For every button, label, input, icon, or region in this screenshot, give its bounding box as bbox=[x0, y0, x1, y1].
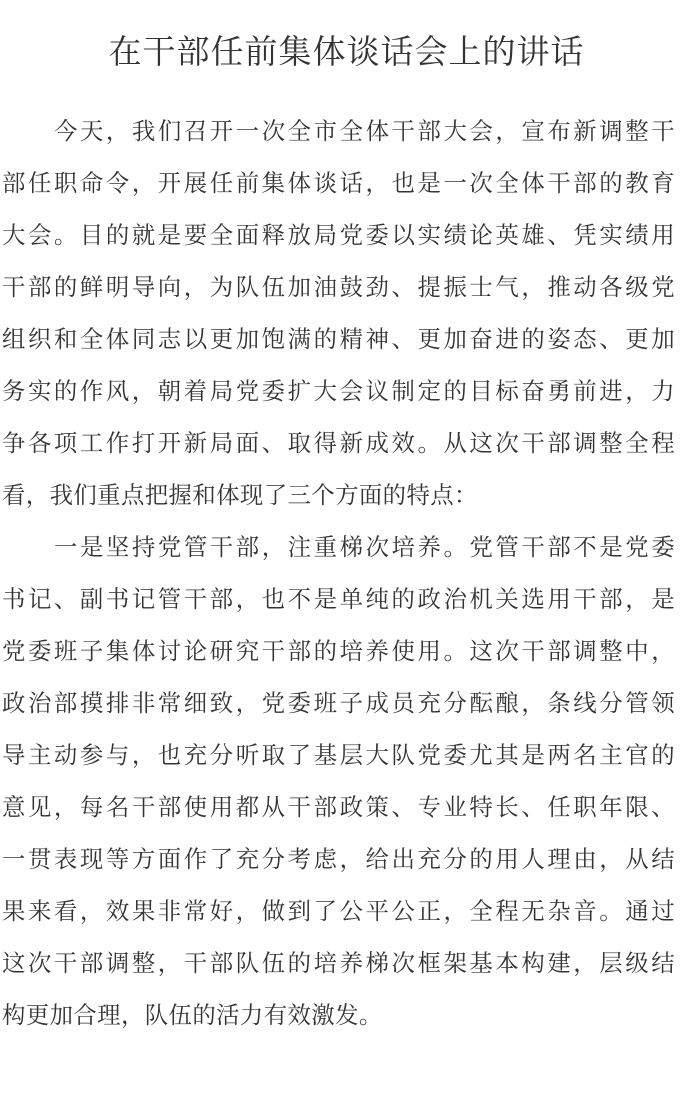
paragraph-line: 大会。目的就是要全面释放局党委以实绩论英雄、凭实绩用 bbox=[2, 221, 675, 249]
paragraph-line: 构更加合理，队伍的活力有效激发。 bbox=[2, 1001, 383, 1029]
paragraph-line: 组织和全体同志以更加饱满的精神、更加奋进的姿态、更加 bbox=[2, 325, 675, 353]
paragraph-line: 一是坚持党管干部，注重梯次培养。党管干部不是党委 bbox=[54, 533, 675, 561]
paragraph-line: 看，我们重点把握和体现了三个方面的特点： bbox=[2, 481, 478, 509]
paragraph-line: 意见，每名干部使用都从干部政策、专业特长、任职年限、 bbox=[2, 793, 675, 821]
paragraph-line: 务实的作风，朝着局党委扩大会议制定的目标奋勇前进，力 bbox=[2, 377, 675, 405]
document-title: 在干部任前集体谈话会上的讲话 bbox=[108, 32, 585, 71]
paragraph-line: 一贯表现等方面作了充分考虑，给出充分的用人理由，从结 bbox=[2, 845, 675, 873]
paragraph-line: 部任职命令，开展任前集体谈话，也是一次全体干部的教育 bbox=[2, 169, 675, 197]
paragraph-2 bbox=[2, 521, 675, 1041]
paragraph-line: 果来看，效果非常好，做到了公平公正，全程无杂音。通过 bbox=[2, 897, 675, 925]
paragraph-line: 政治部摸排非常细致，党委班子成员充分酝酿，条线分管领 bbox=[2, 689, 675, 717]
paragraph-line: 书记、副书记管干部，也不是单纯的政治机关选用干部，是 bbox=[2, 585, 675, 613]
paragraph-line: 这次干部调整，干部队伍的培养梯次框架基本构建，层级结 bbox=[2, 949, 675, 977]
paragraph-line: 党委班子集体讨论研究干部的培养使用。这次干部调整中， bbox=[2, 637, 675, 665]
paragraph-1 bbox=[2, 105, 675, 521]
paragraph-line: 今天，我们召开一次全市全体干部大会，宣布新调整干 bbox=[54, 117, 675, 145]
paragraph-line: 导主动参与，也充分听取了基层大队党委尤其是两名主官的 bbox=[2, 741, 675, 769]
paragraph-line: 干部的鲜明导向，为队伍加油鼓劲、提振士气，推动各级党 bbox=[2, 273, 675, 301]
paragraph-line: 争各项工作打开新局面、取得新成效。从这次干部调整全程 bbox=[2, 429, 675, 457]
